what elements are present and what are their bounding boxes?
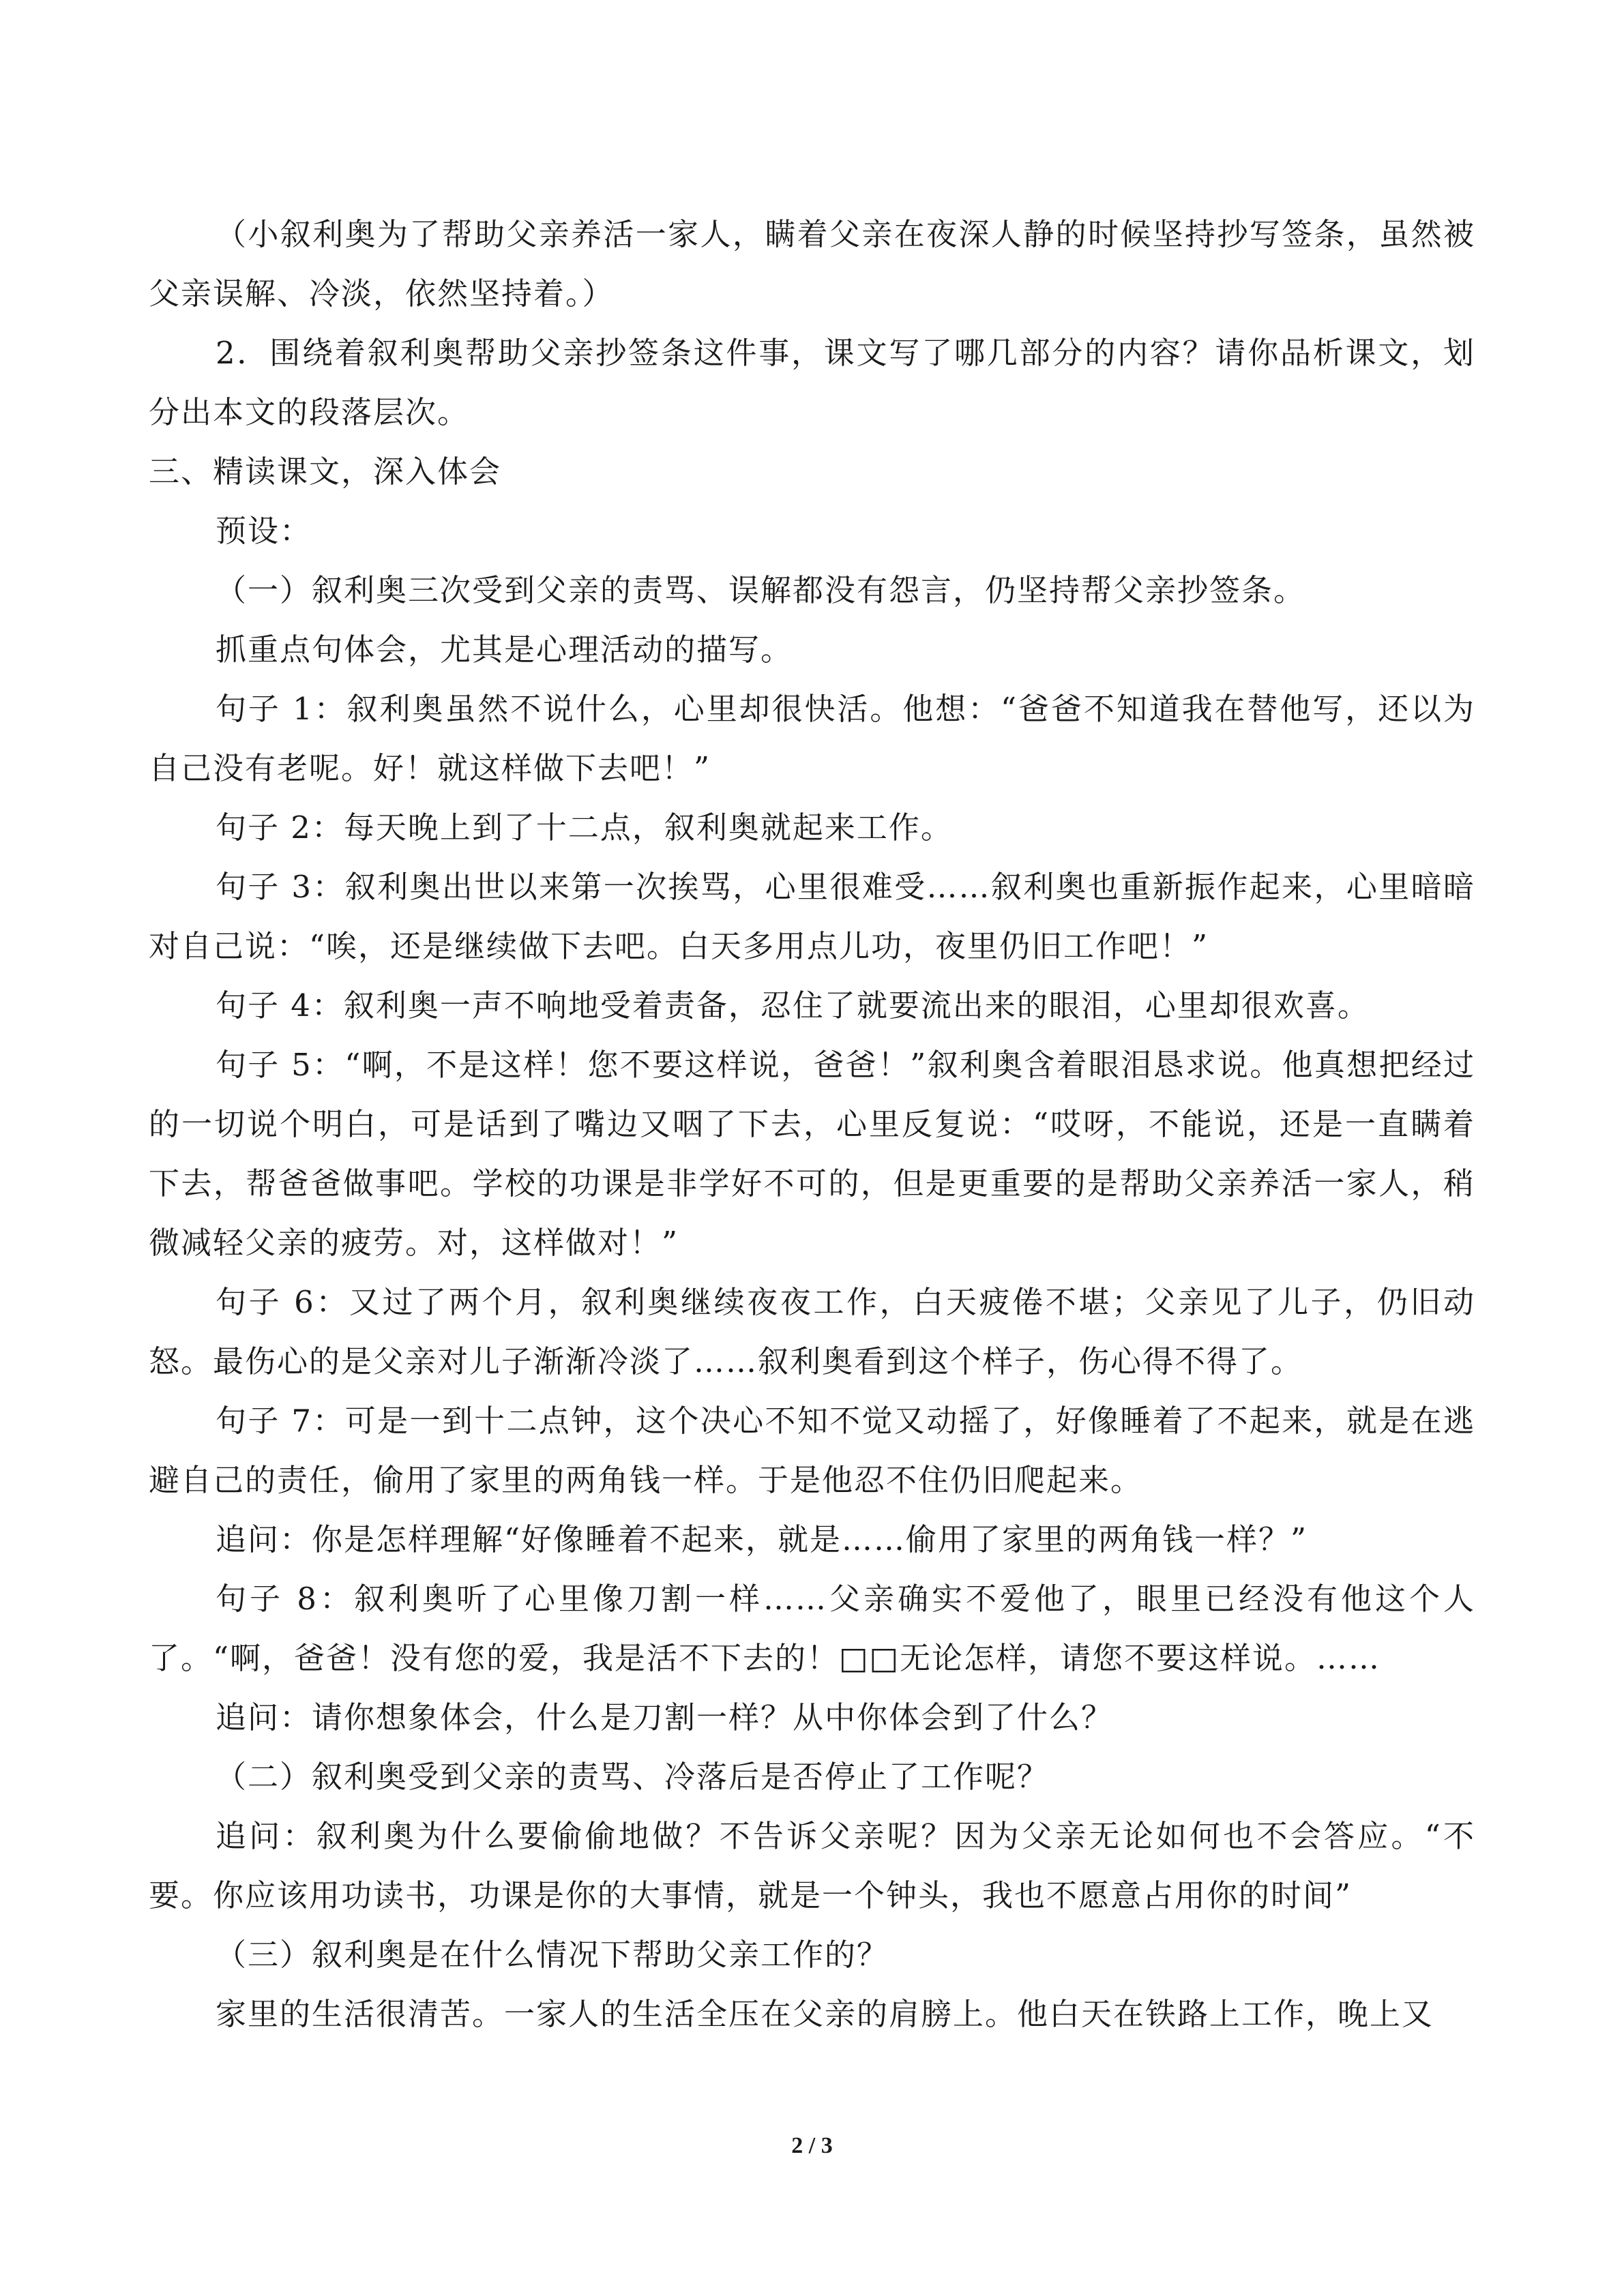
paragraph-sentence-1: 句子 1：叙利奥虽然不说什么，心里却很快活。他想：“爸爸不知道我在替他写，还以为自己没有老呢。好！就这样做下去吧！” [149, 691, 1475, 786]
paragraph-follow-up-3: 追问：叙利奥为什么要偷偷地做？不告诉父亲呢？因为父亲无论如何也不会答应。“不要。你应该用功读书，功课是你的大事情，就是一个钟头，我也不愿意占用你的时间” [149, 1818, 1475, 1913]
paragraph-sentence-7: 句子 7：可是一到十二点钟，这个决心不知不觉又动摇了，好像睡着了不起来，就是在逃避自己的责任，偷用了家里的两角钱一样。于是他忍不住仍旧爬起来。 [149, 1403, 1475, 1498]
paragraph-sentence-5: 句子 5：“啊，不是这样！您不要这样说，爸爸！”叙利奥含着眼泪恳求说。他真想把经过的一切说个明白，可是话到了嘴边又咽了下去，心里反复说：“哎呀，不能说，还是一直瞒着下去，帮爸爸做事吧。学校的功课是非学好不可的，但是更重要的是帮助父亲养活一家人，稍微减轻父亲的疲劳。对，这样做对！” [149, 1047, 1475, 1261]
paragraph-key-sentences: 抓重点句体会，尤其是心理活动的描写。 [216, 631, 793, 668]
paragraph-question-2: 2．围绕着叙利奥帮助父亲抄签条这件事，课文写了哪几部分的内容？请你品析课文，划分出本文的段落层次。 [149, 335, 1475, 430]
paragraph-summary: （小叙利奥为了帮助父亲养活一家人，瞒着父亲在夜深人静的时候坚持抄写签条，虽然被父亲误解、冷淡，依然坚持着。） [149, 216, 1475, 312]
page-number: 2 / 3 [791, 2133, 833, 2158]
paragraph-part-2: （二）叙利奥受到父亲的责骂、冷落后是否停止了工作呢？ [216, 1759, 1050, 1795]
section-heading-3: 三、精读课文，深入体会 [149, 453, 502, 490]
paragraph-sentence-8: 句子 8：叙利奥听了心里像刀割一样……父亲确实不爱他了，眼里已经没有他这个人了。“啊，爸爸！没有您的爱，我是活不下去的！□□无论怎样，请您不要这样说。…… [149, 1581, 1475, 1676]
paragraph-sentence-6: 句子 6：又过了两个月，叙利奥继续夜夜工作，白天疲倦不堪；父亲见了儿子，仍旧动怒。最伤心的是父亲对儿子渐渐冷淡了……叙利奥看到这个样子，伤心得不得了。 [149, 1284, 1475, 1380]
paragraph-follow-up-2: 追问：请你想象体会，什么是刀割一样？从中你体会到了什么？ [216, 1699, 1114, 1735]
paragraph-part-3: （三）叙利奥是在什么情况下帮助父亲工作的？ [216, 1937, 889, 1973]
paragraph-follow-up-1: 追问：你是怎样理解“好像睡着不起来，就是……偷用了家里的两角钱一样？” [216, 1521, 1308, 1557]
paragraph-sentence-3: 句子 3：叙利奥出世以来第一次挨骂，心里很难受……叙利奥也重新振作起来，心里暗暗对自己说：“唉，还是继续做下去吧。白天多用点儿功，夜里仍旧工作吧！” [149, 869, 1475, 964]
paragraph-preset: 预设： [216, 513, 312, 549]
document-body [149, 205, 1475, 2044]
paragraph-sentence-4: 句子 4：叙利奥一声不响地受着责备，忍住了就要流出来的眼泪，心里却很欢喜。 [216, 987, 1370, 1024]
paragraph-part-1: （一）叙利奥三次受到父亲的责骂、误解都没有怨言，仍坚持帮父亲抄签条。 [216, 572, 1306, 608]
paragraph-sentence-2: 句子 2：每天晚上到了十二点，叙利奥就起来工作。 [216, 809, 953, 846]
paragraph-family-life: 家里的生活很清苦。一家人的生活全压在父亲的肩膀上。他白天在铁路上工作，晚上又 [216, 1996, 1434, 2032]
